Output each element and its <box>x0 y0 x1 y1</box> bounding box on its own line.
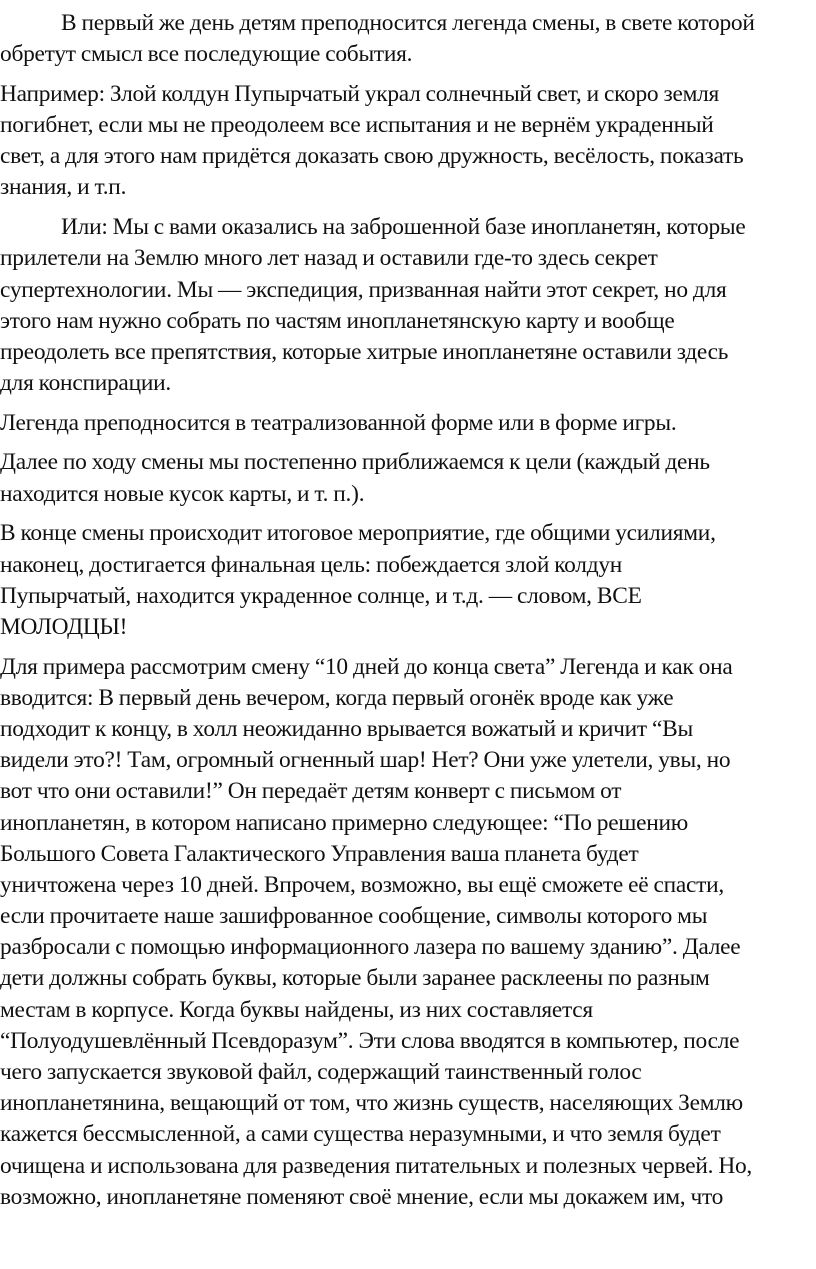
paragraph <box>0 652 816 1213</box>
text-line: вот что они оставили!” Он передаёт детям конверт с письмом от <box>0 778 622 805</box>
text-line: Например: Злой колдун Пупырчатый украл солнечный свет, и скоро земля <box>0 80 720 107</box>
text-line: супертехнологии. Мы — экспедиция, призванная найти этот секрет, но для <box>0 276 727 303</box>
text-line: Большого Совета Галактического Управления ваша планета будет <box>0 840 639 867</box>
paragraph <box>0 212 816 399</box>
text-line: преодолеть все препятствия, которые хитрые инопланетяне оставили здесь <box>0 338 729 365</box>
text-line: погибнет, если мы не преодолеем все испытания и не вернём украденный <box>0 112 714 139</box>
text-line: Для примера рассмотрим смену “10 дней до конца света” Легенда и как она <box>0 653 733 680</box>
text-line: инопланетян, в котором написано примерно следующее: “По решению <box>0 809 689 836</box>
text-line: Легенда преподносится в театрализованной форме или в форме игры. <box>0 409 677 436</box>
text-line: Далее по ходу смены мы постепенно приближаемся к цели (каждый день <box>0 449 710 476</box>
paragraph <box>0 8 816 70</box>
text-line: наконец, достигается финальная цель: побеждается злой колдун <box>0 551 623 578</box>
text-line: прилетели на Землю много лет назад и оставили где-то здесь секрет <box>0 245 658 272</box>
document-body <box>0 8 816 1213</box>
text-line: этого нам нужно собрать по частям инопланетянскую карту и вообще <box>0 307 675 334</box>
text-line: кажется бессмысленной, а сами существа неразумными, и что земля будет <box>0 1121 721 1148</box>
text-line: чего запускается звуковой файл, содержащий таинственный голос <box>0 1059 642 1085</box>
text-line: возможно, инопланетяне поменяют своё мнение, если мы докажем им, что <box>0 1183 724 1210</box>
text-line: свет, а для этого нам придётся доказать свою дружность, весёлость, показать <box>0 143 744 170</box>
paragraph <box>0 408 816 439</box>
paragraph <box>0 518 816 643</box>
text-line: если прочитаете наше зашифрованное сообщение, символы которого мы <box>0 903 708 930</box>
text-line: знания, и т.п. <box>0 174 127 201</box>
text-line: Или: Мы с вами оказались на заброшенной базе инопланетян, которые <box>61 214 746 241</box>
text-line: В первый же день детям преподносится легенда смены, в свете которой <box>61 10 755 36</box>
text-line: для конспирации. <box>0 370 171 397</box>
text-line: дети должны собрать буквы, которые были заранее расклеены по разным <box>0 965 710 992</box>
text-line: МОЛОДЦЫ! <box>0 613 128 640</box>
text-line: уничтожена через 10 дней. Впрочем, возможно, вы ещё сможете её спасти, <box>0 871 724 898</box>
text-line: местам в корпусе. Когда буквы найдены, из них составляется <box>0 996 593 1023</box>
text-line: Пупырчатый, находится украденное солнце, и т.д. — словом, ВСЕ <box>0 582 642 609</box>
text-line: обретут смысл все последующие события. <box>0 41 413 68</box>
text-line: разбросали с помощью информационного лазера по вашему зданию”. Далее <box>0 934 741 961</box>
text-line: В конце смены происходит итоговое мероприятие, где общими усилиями, <box>0 520 716 547</box>
paragraph <box>0 79 816 204</box>
text-line: подходит к концу, в холл неожиданно врывается вожатый и кричит “Вы <box>0 715 693 742</box>
text-line: видели это?! Там, огромный огненный шар! Нет? Они уже улетели, увы, но <box>0 747 731 774</box>
text-line: инопланетянина, вещающий от том, что жизнь существ, населяющих Землю <box>0 1090 743 1117</box>
text-line: находится новые кусок карты, и т. п.). <box>0 480 365 507</box>
text-line: вводится: В первый день вечером, когда первый огонёк вроде как уже <box>0 684 674 711</box>
text-line: очищена и использована для разведения питательных и полезных червей. Но, <box>0 1152 753 1179</box>
text-line: “Полуодушевлённый Псевдоразум”. Эти слова вводятся в компьютер, после <box>0 1027 740 1054</box>
paragraph <box>0 447 816 509</box>
